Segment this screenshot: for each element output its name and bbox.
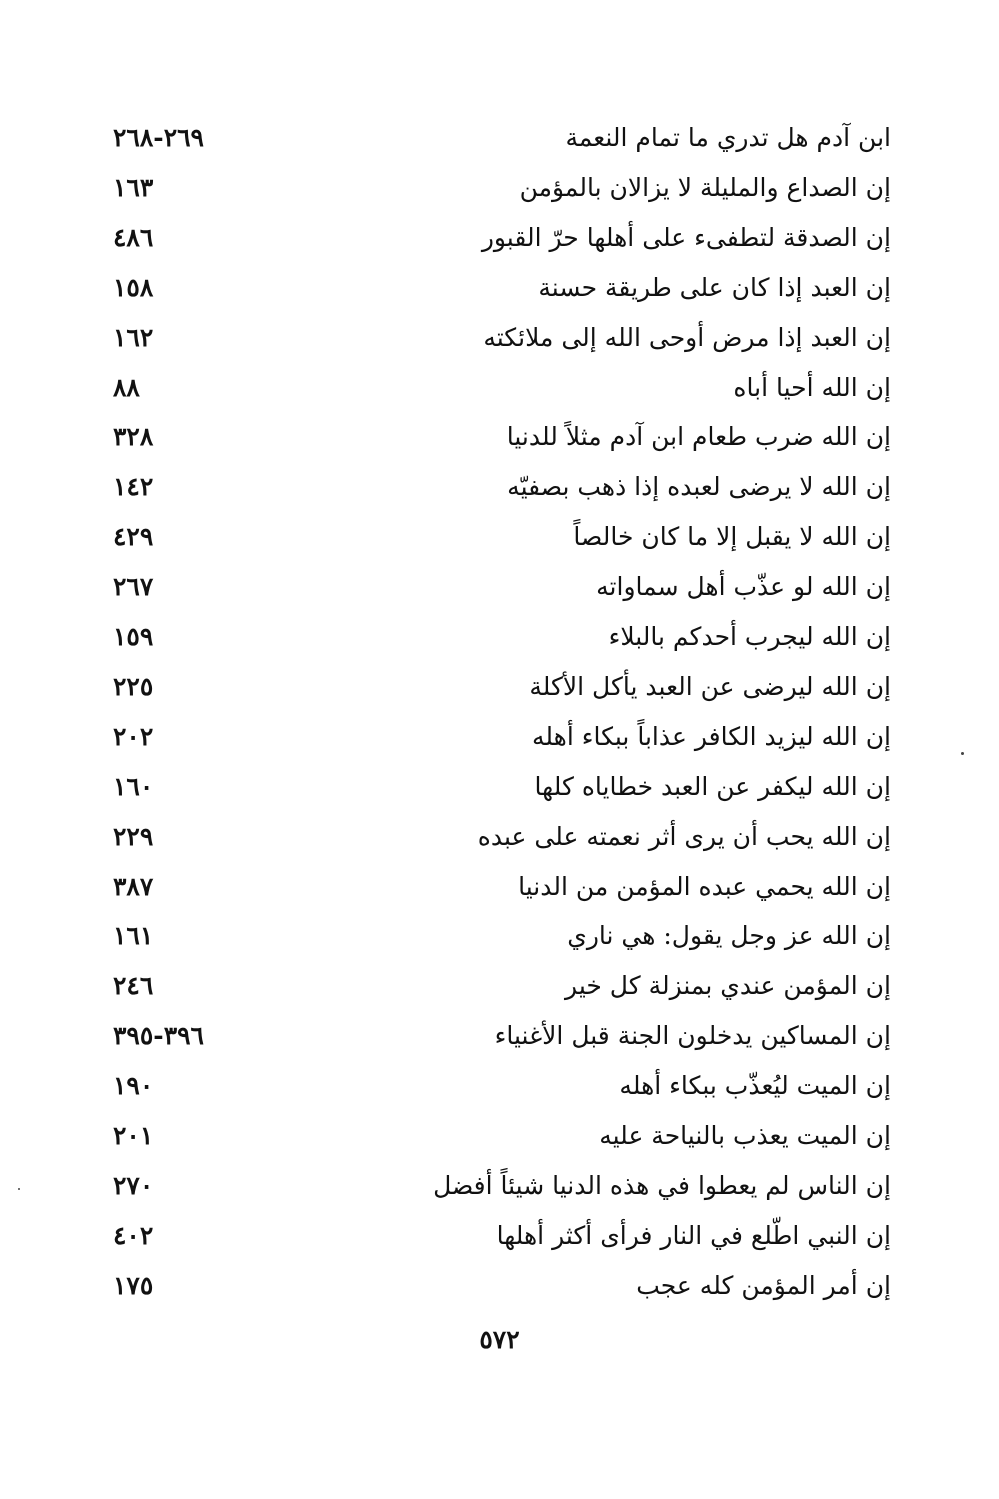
index-entry [0,916,999,956]
index-entry [0,218,999,258]
entry-text: إن الله لا يقبل إلا ما كان خالصاً [573,522,891,552]
entry-page-ref: ٤٨٦ [113,222,154,252]
index-entry [0,268,999,308]
entry-page-ref: ٤٠٢ [113,1220,154,1250]
entry-text: إن المؤمن عندي بمنزلة كل خير [565,971,891,1001]
index-entry [0,118,999,158]
index-entry [0,168,999,208]
entry-page-ref: ٤٢٩ [113,522,154,552]
index-entry [0,617,999,657]
entry-page-ref: ٢٦٩-٢٦٨ [113,123,204,152]
index-entry [0,767,999,807]
entry-page-ref: ٢٢٥ [113,671,154,701]
entry-page-ref: ٢٢٩ [113,821,154,851]
entry-text: إن الله أحيا أباه [733,372,891,402]
scan-speck [961,752,964,755]
entry-text: إن الصدقة لتطفىء على أهلها حرّ القبور [481,222,891,252]
entry-page-ref: ٢٠٢ [113,721,154,751]
entry-text: إن العبد إذا كان على طريقة حسنة [538,272,891,302]
entry-page-ref: ١٦٠ [113,771,154,801]
entry-page-ref: ١٧٥ [113,1270,154,1300]
index-entry [0,667,999,707]
entry-text: إن الصداع والمليلة لا يزالان بالمؤمن [519,172,891,202]
index-entry [0,567,999,607]
entry-page-ref: ٨٨ [113,372,140,402]
entry-text: إن الله عز وجل يقول: هي ناري [567,921,891,951]
entry-text: إن الله ليكفر عن العبد خطاياه كلها [534,771,891,801]
index-entry [0,1266,999,1306]
entry-page-ref: ٢٠١ [113,1121,154,1150]
index-entry [0,467,999,507]
entry-page-ref: ١٤٢ [113,472,154,502]
entry-page-ref: ١٩٠ [113,1071,154,1101]
entry-page-ref: ٢٧٠ [113,1170,154,1200]
index-entry [0,1066,999,1106]
entry-page-ref: ١٥٩ [113,622,154,651]
entry-text: إن الله يحمي عبده المؤمن من الدنيا [518,871,891,901]
index-entry [0,817,999,857]
entry-text: إن الله ليزيد الكافر عذاباً ببكاء أهله [531,721,891,751]
index-entry [0,966,999,1006]
entry-text: إن النبي اطّلع في النار فرأى أكثر أهلها [496,1220,891,1250]
entry-page-ref: ١٥٨ [113,272,154,302]
index-entry [0,1216,999,1256]
page-number: ٥٧٢ [479,1325,520,1354]
index-entry [0,1116,999,1156]
entry-text: إن الميت يعذب بالنياحة عليه [599,1121,891,1150]
entry-text: إن الله ضرب طعام ابن آدم مثلاً للدنيا [506,422,891,452]
entry-page-ref: ٣٩٦-٣٩٥ [113,1021,204,1051]
index-entry [0,368,999,408]
index-entry [0,517,999,557]
scan-speck [18,1188,20,1190]
entry-page-ref: ١٦١ [113,921,154,951]
entry-text: إن العبد إذا مرض أوحى الله إلى ملائكته [483,322,891,352]
entry-page-ref: ٢٤٦ [113,971,154,1001]
index-entry [0,417,999,457]
entry-text: إن الله لا يرضى لعبده إذا ذهب بصفيّه [507,472,891,502]
entry-page-ref: ٣٢٨ [113,422,154,452]
entry-text: إن الله ليجرب أحدكم بالبلاء [608,622,891,651]
index-entry [0,1166,999,1206]
entry-text: إن أمر المؤمن كله عجب [636,1270,891,1300]
index-entry [0,867,999,907]
entry-text: إن الميت ليُعذّب ببكاء أهله [619,1071,891,1101]
entry-text: ابن آدم هل تدري ما تمام النعمة [565,123,891,152]
entry-text: إن الله لو عذّب أهل سماواته [596,572,891,602]
entry-page-ref: ١٦٣ [113,172,154,202]
entry-page-ref: ٢٦٧ [113,572,154,602]
entry-page-ref: ١٦٢ [113,322,154,352]
entry-page-ref: ٣٨٧ [113,871,154,901]
entry-text: إن الله يحب أن يرى أثر نعمته على عبده [477,821,891,851]
entry-text: إن الناس لم يعطوا في هذه الدنيا شيئاً أفضل [433,1170,891,1200]
index-entry [0,318,999,358]
entry-text: إن المساكين يدخلون الجنة قبل الأغنياء [494,1021,891,1051]
entry-text: إن الله ليرضى عن العبد يأكل الأكلة [529,671,891,701]
index-entry [0,1016,999,1056]
index-entry [0,717,999,757]
